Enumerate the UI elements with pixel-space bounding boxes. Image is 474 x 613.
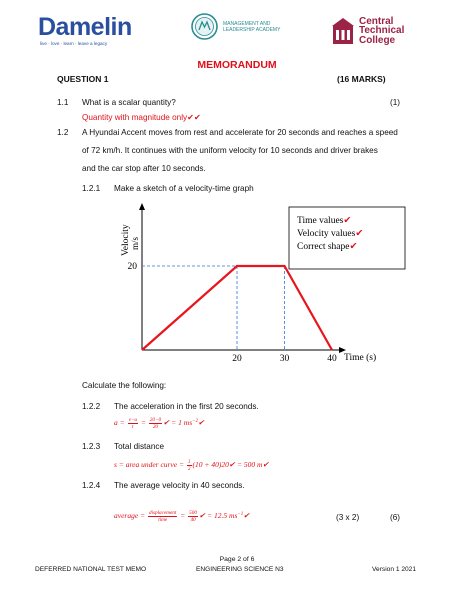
q1-2-4-frac1-num: displacement: [148, 510, 177, 516]
question-heading: QUESTION 1: [57, 74, 109, 84]
q1-1-number: 1.1: [57, 98, 69, 107]
q1-2-2-frac1-den: t: [132, 424, 134, 430]
y-axis-arrow-icon: [139, 203, 145, 210]
memo-title: MEMORANDUM: [197, 59, 277, 71]
ctc-logo-line3: College: [359, 34, 396, 46]
q1-2-3-rest: (10 + 40)20: [192, 460, 229, 470]
ctc-logo-line2: Technical: [359, 25, 405, 37]
question-marks: (16 MARKS): [337, 74, 386, 84]
q1-2-4-answer: [114, 510, 250, 523]
q1-2-4-result-exp: −1: [237, 512, 244, 518]
q1-2-3-text: Total distance: [114, 442, 165, 451]
q1-2-4-mark: (6): [390, 513, 401, 522]
tick-icon: ✔: [198, 511, 206, 521]
footer-page-number: Page 2 of 6: [219, 556, 255, 563]
academy-logo: [191, 13, 280, 40]
q1-1-text: What is a scalar quantity?: [82, 98, 176, 107]
q1-2-4-lhs: average =: [114, 511, 146, 521]
q1-2-3-result: = 500 m: [237, 460, 263, 470]
tick-icon: ✔: [228, 460, 236, 470]
y-tick-label: 20: [127, 262, 137, 272]
ctc-logo: [331, 16, 404, 46]
q1-2-2-answer: [114, 417, 204, 430]
velocity-time-graph: [108, 198, 408, 370]
damelin-logo: [38, 14, 132, 46]
ctc-building-icon: [331, 16, 355, 46]
q1-2-2-frac2-den: 20: [152, 424, 159, 430]
answer-tick-icon: ✔✔: [187, 113, 201, 122]
calc-intro: Calculate the following:: [82, 381, 167, 390]
damelin-logo-name: Damelin: [38, 13, 132, 41]
x-axis-label: Time (s): [344, 353, 377, 363]
y-axis-unit: m/s: [130, 236, 140, 250]
q1-2-2-text: The acceleration in the first 20 seconds.: [114, 402, 259, 411]
q1-2-2-frac2-num: 20−0: [149, 417, 162, 423]
tick-icon: ✔: [198, 418, 205, 428]
legend-item-correct-shape: Correct shape✔: [297, 242, 358, 252]
q1-2-line1: A Hyundai Accent moves from rest and accelerate for 20 seconds and reaches a speed: [82, 128, 398, 137]
tick-icon: ✔: [262, 460, 269, 470]
q1-2-4-text: The average velocity in 40 seconds.: [114, 481, 245, 490]
academy-logo-line1: MANAGEMENT AND: [223, 20, 271, 27]
q1-2-3-frac-den: 2: [187, 466, 191, 472]
q1-2-line3: and the car stop after 10 seconds.: [82, 164, 206, 173]
q1-2-3-number: 1.2.3: [82, 442, 101, 451]
q1-2-4-result: = 12.5 ms: [207, 511, 238, 521]
q1-1-answer: [82, 112, 201, 122]
q1-2-2-result: = 1 ms: [171, 418, 193, 428]
q1-2-1-number: 1.2.1: [82, 184, 101, 193]
legend-item-time-values: Time values✔: [297, 216, 352, 226]
academy-logo-line2: LEADERSHIP ACADEMY: [223, 26, 281, 33]
footer-center: ENGINEERING SCIENCE N3: [196, 566, 284, 573]
q1-2-2-result-exp: −2: [192, 419, 199, 425]
q1-2-number: 1.2: [57, 128, 69, 137]
q1-2-line2: of 72 km/h. It continues with the uniform velocity for 10 seconds and driver brakes: [82, 146, 378, 155]
q1-1-answer-text: Quantity with magnitude only: [82, 113, 188, 122]
q1-2-2-frac1-num: v−u: [128, 417, 137, 423]
q1-2-3-expr: s = area under curve =: [114, 460, 185, 470]
ctc-logo-line1: Central: [359, 15, 394, 27]
footer-left: DEFERRED NATIONAL TEST MEMO: [35, 566, 147, 573]
x-tick-label: 30: [279, 354, 290, 364]
tick-icon: ✔: [163, 418, 170, 428]
footer-right: Version 1 2021: [372, 566, 416, 573]
q1-2-3-answer: [114, 459, 269, 472]
q1-2-1-text: Make a sketch of a velocity-time graph: [114, 184, 254, 193]
x-tick-label: 20: [232, 354, 242, 364]
q1-1-mark: (1): [390, 98, 401, 107]
y-axis-label: Velocity: [121, 224, 131, 256]
academy-emblem-icon: [191, 13, 218, 40]
legend-item-velocity-values: Velocity values✔: [297, 229, 364, 239]
q1-2-3-frac-num: 1: [187, 459, 191, 465]
q1-2-4-frac2-den: 40: [190, 517, 196, 523]
tick-icon: ✔: [243, 511, 250, 521]
q1-2-4-count: (3 x 2): [336, 513, 360, 522]
q1-2-2-lhs: a =: [114, 418, 125, 428]
damelin-logo-tagline: live · love · learn · leave a legacy: [40, 41, 108, 46]
q1-2-2-eq: =: [140, 418, 146, 428]
q1-2-4-eq: =: [180, 511, 186, 521]
x-tick-label: 40: [327, 354, 337, 364]
q1-2-4-frac2-num: 500: [189, 510, 197, 516]
q1-2-4-number: 1.2.4: [82, 481, 101, 490]
q1-2-4-frac1-den: time: [158, 517, 168, 523]
q1-2-2-number: 1.2.2: [82, 402, 101, 411]
